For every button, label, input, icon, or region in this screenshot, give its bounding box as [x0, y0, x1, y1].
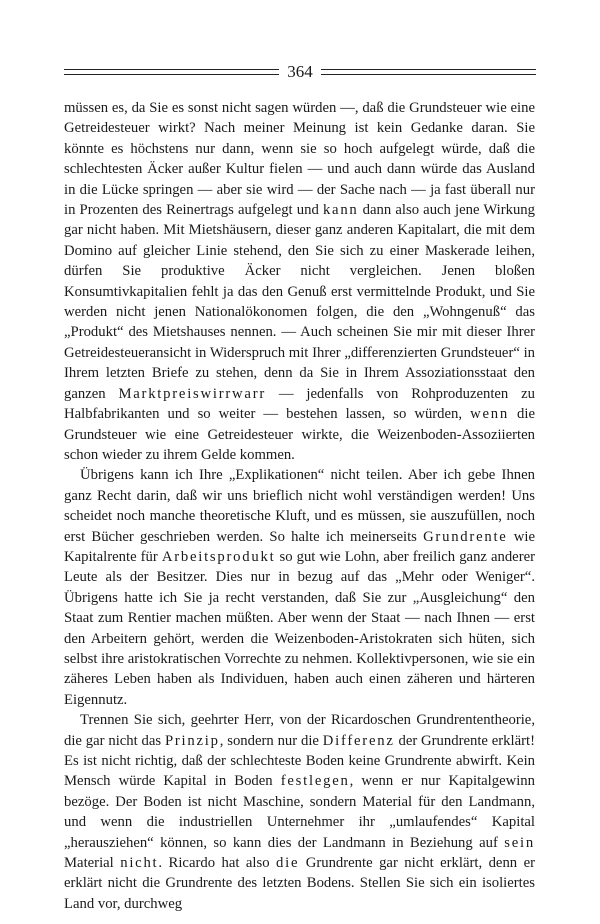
spaced-emphasis: Differenz: [322, 732, 395, 749]
header-rule-left: [64, 69, 279, 75]
spaced-emphasis: sein: [504, 834, 535, 851]
spaced-emphasis: festlegen: [280, 773, 350, 790]
paragraph: Übrigens kann ich Ihre „Explikationen“ nicht teilen. Aber ich gebe Ihnen ganz Recht darin, daß wir uns brieflich nicht wohl verständigen werden! Uns scheidet noch manche theoretische Kluft, und es müssen, sie auszufüllen, noch erst Bücher geschrieben werden. So halte ich meinerseits Grundrente wie Kapitalrente für Arbeitsprodukt so gut wie Lohn, aber freilich ganz anderer Leute als der Besitzer. Dies nur in bezug auf das „Mehr oder Weniger“. Übrigens hatte ich Sie ja recht verstanden, daß Sie zur „Ausgleichung“ den Staat zum Rentier machen müßten. Aber wenn der Staat — nach Ihnen — erst den Arbeitern gehört, werden die Weizenboden-Aristokraten sich hüten, sich selbst ihre aristokratischen Vorrechte zu nehmen. Kollektivpersonen, wie sie ein zäheres Leben haben als Individuen, haben auch einen zäheren und härteren Eigennutz.: [64, 467, 536, 708]
page-number: 364: [287, 62, 313, 81]
page-header: [64, 62, 536, 82]
paragraph: Trennen Sie sich, geehrter Herr, von der Ricardoschen Grundrententheorie, die gar nicht das Prinzip, sondern nur die Differenz der Grundrente erklärt! Es ist nicht richtig, daß der schlechteste Boden keine Grundrente abwirft. Kein Mensch würde Kapital in Boden festlegen, wenn er nur Kapitalgewinn bezöge. Der Boden ist nicht Maschine, sondern Material für den Landmann, und wenn die industriellen Unternehmer ihr „umlaufendes“ Kapital „herausziehen“ können, so kann dies der Landmann in Beziehung auf sein Material nicht. Ricardo hat also die Grundrente gar nicht erklärt, denn er erklärt nicht die Grundrente des letzten Bodens. Stellen Sie sich ein isoliertes Land vor, durchweg: [64, 712, 535, 912]
paragraph: müssen es, da Sie es sonst nicht sagen würden —, daß die Grundsteuer wie eine Getreidesteuer wirkt? Nach meiner Meinung ist kein Gedanke daran. Sie könnte es höchstens nur dann, wenn sie so hoch aufgelegt würde, daß die schlechtesten Äcker außer Kultur fielen — und auch dann würde das Ausland in die Lücke springen — aber sie wird — der Sache nach — ja fast überall nur in Prozenten des Reinertrags aufgelegt und kann dann also auch jene Wirkung gar nicht haben. Mit Mietshäusern, dieser ganz anderen Kapitalart, die mit dem Domino auf gleicher Linie stehend, den Sie sich zu einer Maskerade leihen, dürfen Sie produktive Äcker nicht vergleichen. Jenen bloßen Konsumtivkapitalien fehlt ja das den Genuß erst vermittelnde Produkt, und Sie werden nicht jenen Nationalökonomen folgen, die den „Wohngenuß“ das „Produkt“ des Mietshauses nennen. — Auch scheinen Sie mir mit dieser Ihrer Getreidesteueransicht in Widerspruch mit Ihrer „differenzierten Grundsteuer“ in Ihrem letzten Briefe zu stehen, denn da Sie in Ihrem Assoziationsstaat den ganzen Marktpreiswirrwarr — jedenfalls von Rohproduzenten zu Halbfabrikanten und so weiter — bestehen lassen, so würden, wenn die Grundsteuer wie eine Getreidesteuer wirkte, die Weizenboden-Assoziierten schon wieder zu ihrem Gelde kommen.: [64, 100, 535, 463]
spaced-emphasis: Prinzip: [164, 732, 220, 749]
spaced-emphasis: Marktpreiswirrwarr: [118, 385, 267, 402]
body-text: [64, 98, 535, 914]
spaced-emphasis: kann: [322, 202, 359, 219]
spaced-emphasis: nicht: [120, 855, 159, 872]
spaced-emphasis: Grundrente: [423, 528, 508, 545]
spaced-emphasis: wenn: [470, 406, 509, 423]
header-rule-right: [321, 69, 536, 75]
spaced-emphasis: die: [276, 855, 300, 872]
spaced-emphasis: Arbeitsprodukt: [161, 548, 276, 565]
